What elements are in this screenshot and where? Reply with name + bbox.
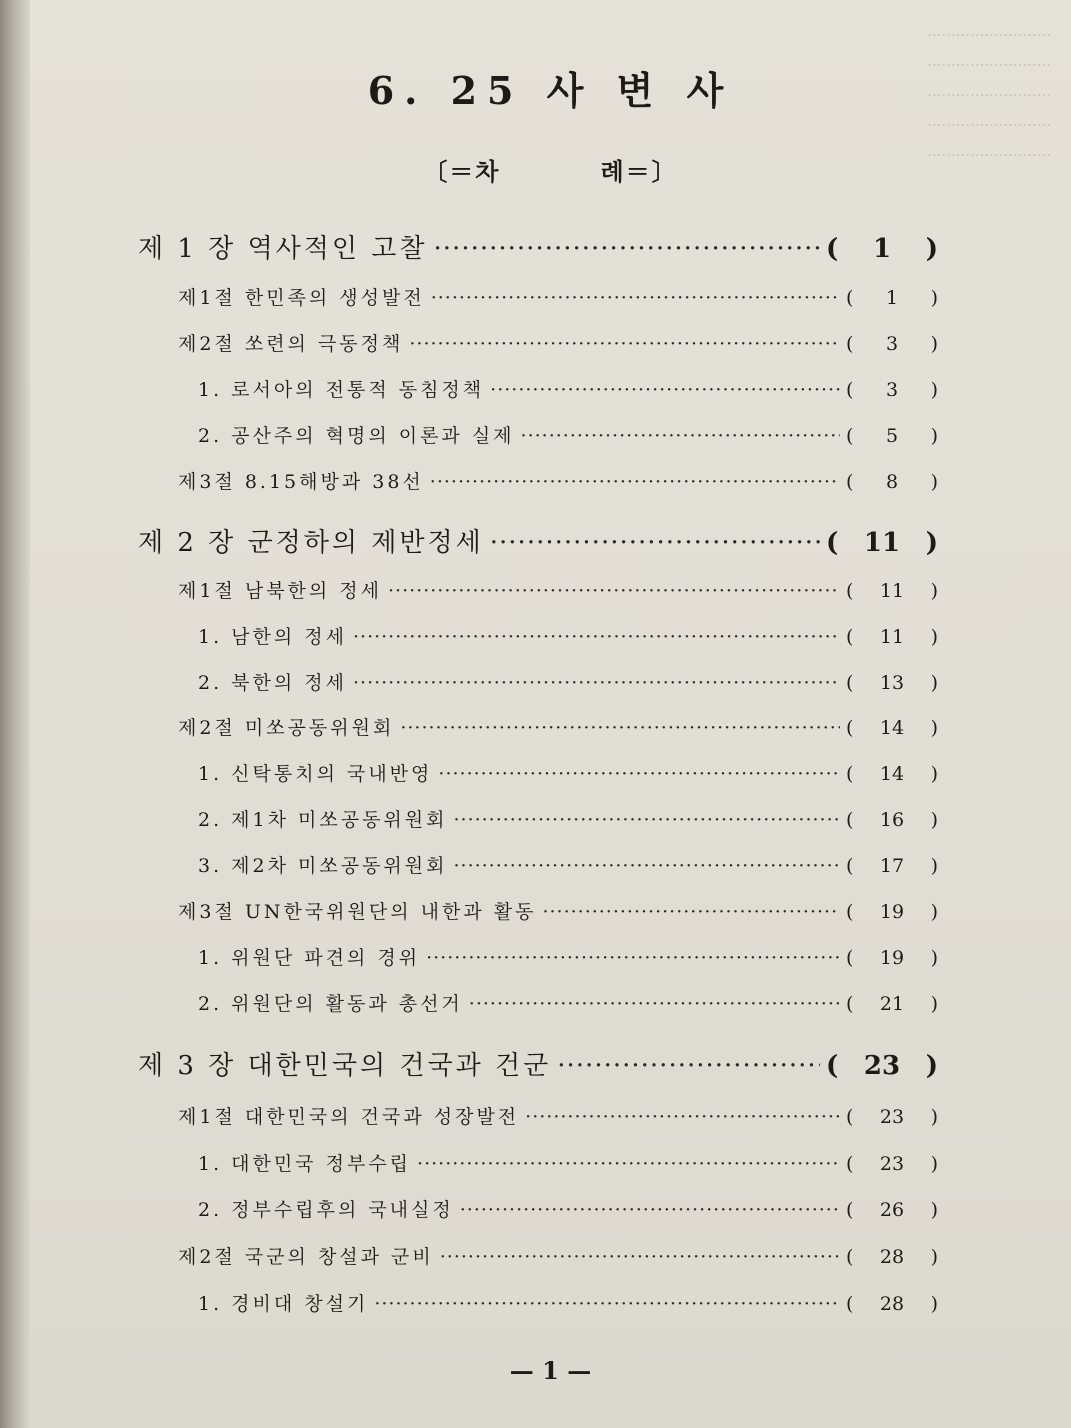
toc-heading-left: 〔＝차 <box>423 157 501 186</box>
close-paren: ) <box>930 580 938 602</box>
toc-page-number: 28 <box>879 1293 905 1315</box>
toc-leader-dots <box>490 379 840 401</box>
toc-item <box>198 668 938 700</box>
open-paren: ( <box>826 1051 839 1081</box>
toc-leader-dots <box>353 672 840 694</box>
toc-entry-label: 2. 공산주의 혁명의 이론과 실제 <box>198 425 515 447</box>
toc-page-ref <box>826 1051 938 1081</box>
toc-entry-label: 1. 경비대 창설기 <box>198 1293 369 1315</box>
toc-section <box>178 1242 938 1274</box>
close-paren: ) <box>930 1106 938 1128</box>
toc-item <box>198 1195 938 1227</box>
close-paren: ) <box>925 528 938 558</box>
toc-page-number: 17 <box>879 855 905 877</box>
toc-item <box>198 1149 938 1181</box>
toc-section <box>178 713 938 745</box>
toc-entry-label: 제2절 국군의 창설과 군비 <box>178 1246 434 1268</box>
toc-entry-label: 제2절 쏘련의 극동정책 <box>178 333 404 355</box>
toc-entry-label: 제 1 장 역사적인 고찰 <box>138 234 428 264</box>
close-paren: ) <box>930 901 938 923</box>
toc-page-number: 11 <box>863 528 901 558</box>
toc-chapter <box>138 228 938 268</box>
toc-item <box>198 1289 938 1321</box>
toc-item <box>198 805 938 837</box>
toc-page-ref <box>846 672 938 694</box>
open-paren: ( <box>846 1293 854 1315</box>
toc-entry-label: 2. 북한의 정세 <box>198 672 347 694</box>
toc-leader-dots <box>525 1106 840 1128</box>
close-paren: ) <box>930 1293 938 1315</box>
toc-page-number: 14 <box>879 717 905 739</box>
close-paren: ) <box>930 333 938 355</box>
book-page <box>30 0 1071 1428</box>
toc-page-number: 23 <box>879 1106 905 1128</box>
toc-chapter <box>138 1045 938 1085</box>
toc-chapter <box>138 522 938 562</box>
toc-item <box>198 759 938 791</box>
toc-item <box>198 421 938 453</box>
toc-leader-dots <box>460 1199 840 1221</box>
toc-page-number: 19 <box>879 947 905 969</box>
document-title: 6. 25 사 변 사 <box>367 68 734 113</box>
toc-entry-label: 1. 남한의 정세 <box>198 626 347 648</box>
toc-entry-label: 1. 대한민국 정부수립 <box>198 1153 412 1175</box>
toc-page-ref <box>846 333 938 355</box>
open-paren: ( <box>846 425 854 447</box>
toc-leader-dots <box>453 855 840 877</box>
toc-page-ref <box>846 1293 938 1315</box>
toc-leader-dots <box>388 580 840 602</box>
toc-leader-dots <box>438 763 840 785</box>
toc-page-number: 11 <box>879 626 905 648</box>
close-paren: ) <box>930 471 938 493</box>
toc-page-number: 3 <box>885 379 899 401</box>
toc-page-ref <box>846 809 938 831</box>
toc-entry-label: 제3절 8.15해방과 38선 <box>178 471 424 493</box>
close-paren: ) <box>930 1153 938 1175</box>
toc-page-ref <box>846 580 938 602</box>
toc-entry-label: 제1절 대한민국의 건국과 성장발전 <box>178 1106 520 1128</box>
toc-item <box>198 622 938 654</box>
toc-entry-label: 2. 제1차 미쏘공동위원회 <box>198 809 448 831</box>
toc-page-ref <box>846 626 938 648</box>
toc-item <box>198 943 938 975</box>
toc-entry-label: 제1절 한민족의 생성발전 <box>178 287 425 309</box>
toc-page-number: 23 <box>879 1153 905 1175</box>
toc-section <box>178 329 938 361</box>
toc-page-ref <box>826 234 938 264</box>
open-paren: ( <box>846 809 854 831</box>
toc-page-ref <box>846 379 938 401</box>
open-paren: ( <box>846 855 854 877</box>
open-paren: ( <box>846 287 854 309</box>
toc-page-ref <box>846 855 938 877</box>
open-paren: ( <box>846 947 854 969</box>
toc-leader-dots <box>453 809 840 831</box>
open-paren: ( <box>846 1106 854 1128</box>
bleed-through-text: ·························· ·························· ·························· ·························· ·························· <box>927 26 1051 164</box>
toc-entry-label: 1. 신탁통치의 국내반영 <box>198 763 433 785</box>
open-paren: ( <box>846 901 854 923</box>
toc-leader-dots <box>353 626 840 648</box>
toc-page-ref <box>846 425 938 447</box>
close-paren: ) <box>930 855 938 877</box>
open-paren: ( <box>846 993 854 1015</box>
close-paren: ) <box>930 672 938 694</box>
toc-leader-dots <box>400 717 840 739</box>
toc-page-number: 5 <box>885 425 899 447</box>
toc-page-number: 8 <box>885 471 899 493</box>
toc-leader-dots <box>409 333 840 355</box>
toc-page-number: 14 <box>879 763 905 785</box>
toc-section <box>178 283 938 315</box>
table-of-contents <box>30 0 1071 1428</box>
close-paren: ) <box>930 993 938 1015</box>
toc-item <box>198 375 938 407</box>
toc-entry-label: 2. 정부수립후의 국내실정 <box>198 1199 454 1221</box>
toc-item <box>198 989 938 1021</box>
close-paren: ) <box>930 425 938 447</box>
toc-entry-label: 1. 위원단 파견의 경위 <box>198 947 421 969</box>
toc-leader-dots <box>490 528 820 558</box>
toc-page-ref <box>846 471 938 493</box>
open-paren: ( <box>826 234 839 264</box>
toc-section <box>178 1102 938 1134</box>
close-paren: ) <box>925 234 938 264</box>
open-paren: ( <box>846 333 854 355</box>
toc-leader-dots <box>557 1051 820 1081</box>
open-paren: ( <box>846 1153 854 1175</box>
close-paren: ) <box>930 287 938 309</box>
toc-page-number: 13 <box>879 672 905 694</box>
toc-section <box>178 467 938 499</box>
toc-page-ref <box>846 717 938 739</box>
toc-leader-dots <box>542 901 840 923</box>
toc-page-ref <box>846 901 938 923</box>
toc-leader-dots <box>417 1153 840 1175</box>
toc-item <box>198 851 938 883</box>
toc-leader-dots <box>426 947 840 969</box>
toc-page-ref <box>826 528 938 558</box>
toc-entry-label: 1. 로서아의 전통적 동침정책 <box>198 379 485 401</box>
toc-leader-dots <box>521 425 840 447</box>
toc-page-number: 28 <box>879 1246 905 1268</box>
toc-entry-label: 제2절 미쏘공동위원회 <box>178 717 395 739</box>
open-paren: ( <box>846 717 854 739</box>
close-paren: ) <box>930 717 938 739</box>
toc-page-ref <box>846 1106 938 1128</box>
toc-page-number: 19 <box>879 901 905 923</box>
close-paren: ) <box>930 809 938 831</box>
toc-leader-dots <box>374 1293 840 1315</box>
open-paren: ( <box>846 580 854 602</box>
open-paren: ( <box>846 1199 854 1221</box>
toc-page-number: 21 <box>879 993 905 1015</box>
open-paren: ( <box>846 672 854 694</box>
open-paren: ( <box>826 528 839 558</box>
toc-leader-dots <box>434 234 820 264</box>
toc-leader-dots <box>469 993 840 1015</box>
open-paren: ( <box>846 763 854 785</box>
toc-leader-dots <box>430 471 840 493</box>
toc-page-ref <box>846 947 938 969</box>
close-paren: ) <box>930 763 938 785</box>
toc-page-number: 3 <box>885 333 899 355</box>
open-paren: ( <box>846 379 854 401</box>
close-paren: ) <box>930 1199 938 1221</box>
open-paren: ( <box>846 626 854 648</box>
page-number: — 1 — <box>509 1356 592 1385</box>
toc-page-ref <box>846 287 938 309</box>
toc-page-ref <box>846 1153 938 1175</box>
close-paren: ) <box>930 1246 938 1268</box>
toc-entry-label: 3. 제2차 미쏘공동위원회 <box>198 855 448 877</box>
toc-leader-dots <box>440 1246 840 1268</box>
toc-section <box>178 897 938 929</box>
toc-entry-label: 제 3 장 대한민국의 건국과 건군 <box>138 1051 552 1081</box>
close-paren: ) <box>930 379 938 401</box>
toc-entry-label: 2. 위원단의 활동과 총선거 <box>198 993 463 1015</box>
toc-heading-right: 례＝〕 <box>600 157 678 186</box>
toc-page-number: 1 <box>872 234 892 264</box>
binding-shadow <box>0 0 30 1428</box>
close-paren: ) <box>930 947 938 969</box>
toc-page-number: 11 <box>879 580 905 602</box>
toc-page-ref <box>846 763 938 785</box>
toc-page-ref <box>846 1246 938 1268</box>
toc-page-number: 26 <box>879 1199 905 1221</box>
toc-entry-label: 제1절 남북한의 정세 <box>178 580 382 602</box>
toc-page-number: 1 <box>885 287 899 309</box>
toc-page-ref <box>846 1199 938 1221</box>
toc-page-number: 16 <box>879 809 905 831</box>
toc-section <box>178 576 938 608</box>
toc-entry-label: 제 2 장 군정하의 제반정세 <box>138 528 484 558</box>
toc-leader-dots <box>431 287 840 309</box>
open-paren: ( <box>846 471 854 493</box>
toc-page-ref <box>846 993 938 1015</box>
toc-page-number: 23 <box>863 1051 901 1081</box>
toc-entry-label: 제3절 UN한국위원단의 내한과 활동 <box>178 901 537 923</box>
close-paren: ) <box>925 1051 938 1081</box>
open-paren: ( <box>846 1246 854 1268</box>
close-paren: ) <box>930 626 938 648</box>
